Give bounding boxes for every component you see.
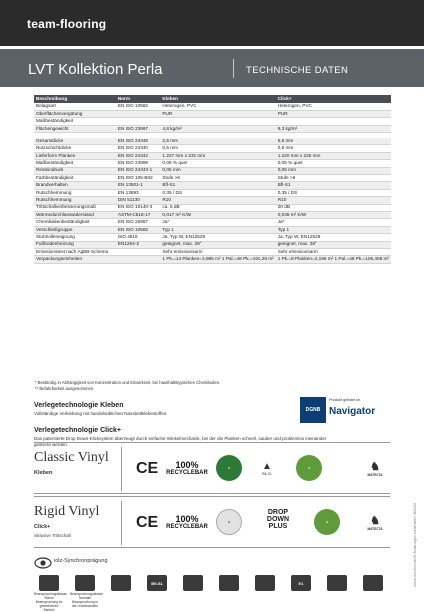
table-row xyxy=(34,197,391,204)
table-cell: ASTM-C518-17 xyxy=(116,211,161,218)
table-cell: 0,05 mm xyxy=(276,167,391,174)
feature-item xyxy=(250,575,280,591)
table-cell xyxy=(276,118,391,125)
table-row xyxy=(34,160,391,167)
table-cell xyxy=(116,110,161,117)
table-cell: EN 13893 xyxy=(116,189,161,196)
table-header-row xyxy=(34,95,391,103)
side-note-text: Irrtum und technische Änderungen vorbehalten 08/2023 xyxy=(413,503,417,587)
page-title: LVT Kollektion Perla xyxy=(28,61,163,78)
table-cell: Ja, Typ W, EN12529 xyxy=(160,234,275,241)
matecta-label: MATECTA xyxy=(367,526,383,531)
table-cell: Fußbodenheizung xyxy=(34,241,116,248)
table-row xyxy=(34,226,391,233)
col-header-beschreibung: Beschreibung xyxy=(34,95,116,103)
table-row xyxy=(34,219,391,226)
feature-item xyxy=(70,575,103,608)
title-divider xyxy=(233,59,234,78)
table-cell: 0,35 / DS xyxy=(160,189,275,196)
table-row xyxy=(34,189,391,196)
table-row xyxy=(34,204,391,211)
table-cell: Stufe >6 xyxy=(276,175,391,182)
table-cell xyxy=(116,248,161,255)
stairs-icon xyxy=(39,575,59,591)
table-row xyxy=(34,167,391,174)
matecta-label: MATECTA xyxy=(367,472,383,477)
table-cell: PUR xyxy=(160,110,275,117)
dgnb-pre-text: Produkt gelistet im xyxy=(329,398,361,402)
table-cell: Ja* xyxy=(276,219,391,226)
table-cell: 4,8 kg/m² xyxy=(160,125,275,132)
table-cell: Heterogen, PVC xyxy=(160,103,275,110)
col-header-kleben: Kleben xyxy=(160,95,275,103)
table-cell: 9,3 kg/m² xyxy=(276,125,391,132)
table-cell xyxy=(116,256,161,263)
table-cell: Sehr emissionsarm xyxy=(276,248,391,255)
table-cell: Flächengewicht xyxy=(34,125,116,132)
table-row xyxy=(34,256,391,263)
table-row xyxy=(34,241,391,248)
grid-icon xyxy=(327,575,347,591)
table-cell: Stufe >6 xyxy=(160,175,275,182)
table-body xyxy=(34,103,391,263)
col-header-click: Click+ xyxy=(276,95,391,103)
drop-down-label: DROP DOWN xyxy=(266,508,290,523)
table-cell: Sehr emissionsarm xyxy=(160,248,275,255)
table-cell: EN ISO 24343-1 xyxy=(116,167,161,174)
table-cell: ca. 5 dB xyxy=(160,204,275,211)
table-cell: EN ISO 23999 xyxy=(116,160,161,167)
table-row xyxy=(34,234,391,241)
table-cell: Typ 1 xyxy=(160,226,275,233)
eye-icon xyxy=(34,554,52,572)
table-cell: EN ISO 26987 xyxy=(116,219,161,226)
table-cell: Gesamtdicke xyxy=(34,138,116,145)
table-cell: 0,05 % quer xyxy=(160,160,275,167)
table-cell: 0,038 m² K/W xyxy=(276,211,391,218)
recycle-percent: 100% xyxy=(175,514,199,524)
quality-seal-icon: ● xyxy=(216,509,242,535)
footnote-2: ** Befahrbarkeit ausgenommen. xyxy=(35,386,95,391)
product-divider xyxy=(121,447,122,491)
table-row xyxy=(34,110,391,117)
table-cell: EN 13501-1 xyxy=(116,182,161,189)
dgnb-navigator-text: Navigator xyxy=(329,406,376,417)
table-cell: EN ISO 105-B02 xyxy=(116,175,161,182)
table-row xyxy=(34,211,391,218)
table-cell: Rutschhemmung xyxy=(34,189,116,196)
table-row xyxy=(34,138,391,145)
product-variant: Click+ xyxy=(34,524,51,530)
table-row xyxy=(34,152,391,159)
table-cell: 0,5 mm xyxy=(276,145,391,152)
page-subtitle: TECHNISCHE DATEN xyxy=(246,65,349,76)
matecta-icon: ♞ MATECTA xyxy=(367,514,383,531)
table-cell xyxy=(160,118,275,125)
product-variant: Kleben xyxy=(34,470,53,476)
feature-item xyxy=(322,575,352,591)
table-cell: 1 Pk.=14 Planken=3,985 m² 1 Pal.=48 Pk.=191,29 m² xyxy=(160,256,275,263)
fire-icon: ▲ Bfl-S1 xyxy=(262,460,272,476)
table-cell: EN ISO 10140-3 xyxy=(116,204,161,211)
table-cell: Heterogen, PVC xyxy=(276,103,391,110)
feature-text: Beanspruchungsklasse Starke Beanspruchung im gewerblichen Bereich xyxy=(34,592,67,612)
eco-seal-icon: ● xyxy=(296,455,322,481)
table-cell: Maßbeständigkeit xyxy=(34,160,116,167)
product-extra: inklusive Trittschall xyxy=(34,533,71,538)
table-cell: Belagsart xyxy=(34,103,116,110)
table-cell: PUR xyxy=(276,110,391,117)
wheel-icon xyxy=(183,575,203,591)
table-cell: Rutschhemmung xyxy=(34,197,116,204)
table-cell: R10 xyxy=(160,197,275,204)
product-row-classic xyxy=(34,442,390,494)
door-icon xyxy=(111,575,131,591)
ce-mark-icon: CE xyxy=(136,460,159,477)
table-row xyxy=(34,103,391,110)
table-cell: 0,35 / DS xyxy=(276,189,391,196)
feature-item xyxy=(106,575,136,591)
matecta-icon: ♞ MATECTA xyxy=(367,460,383,477)
feature-item xyxy=(34,575,67,612)
product-name: Classic Vinyl xyxy=(34,450,109,465)
table-cell: R10 xyxy=(276,197,391,204)
tech-kleben xyxy=(34,402,168,416)
table-cell: 1.220 mm x 225 mm xyxy=(276,152,391,159)
table-cell: 20 dB xyxy=(276,204,391,211)
tech-click-title: Verlegetechnologie Click+ xyxy=(34,427,121,434)
table-cell: 0,05 % quer xyxy=(276,160,391,167)
tech-kleben-title: Verlegetechnologie Kleben xyxy=(34,402,124,409)
feature-item xyxy=(178,575,208,591)
table-cell: Brandverhalten xyxy=(34,182,116,189)
table-cell: ISO 4918 xyxy=(116,234,161,241)
sound-icon xyxy=(255,575,275,591)
plus-label: PLUS xyxy=(268,522,288,530)
table-cell: geeignet, max. 28° xyxy=(160,241,275,248)
table-cell: EN1264-2 xyxy=(116,241,161,248)
recycle-label: RECYCLEBAR xyxy=(166,470,208,476)
table-cell: 5,5 mm xyxy=(276,138,391,145)
product-row-rigid xyxy=(34,496,390,548)
table-cell: Verschleißgruppe xyxy=(34,226,116,233)
title-band xyxy=(0,49,424,87)
table-cell: Ja, Typ W, EN12529 xyxy=(276,234,391,241)
table-row xyxy=(34,145,391,152)
table-cell: 1 Pk.=8 Planken=2,196 m² 1 Pal.=48 Pk.=105,408 m² xyxy=(276,256,391,263)
table-cell: geeignet, max. 28° xyxy=(276,241,391,248)
feature-item xyxy=(142,575,172,591)
flame-icon: Bfl-S1 xyxy=(147,575,167,591)
table-cell xyxy=(116,118,161,125)
table-cell: 0,5 mm xyxy=(160,145,275,152)
table-cell: EN ISO 24346 xyxy=(116,138,161,145)
table-row xyxy=(34,125,391,132)
table-cell: Maßbeständigkeit xyxy=(34,118,116,125)
feature-item xyxy=(358,575,388,591)
table-row xyxy=(34,175,391,182)
table-cell: 1.227 mm x 232 mm xyxy=(160,152,275,159)
footnote-1: * Beständig in Abhängigkeit von Konzentration und Einwirkzeit, bei haushaltstypischen Chemikalien. xyxy=(35,380,221,385)
table-cell: Chemikalienbeständigkeit xyxy=(34,219,116,226)
table-cell: DIN 51130 xyxy=(116,197,161,204)
recyclable-icon xyxy=(166,509,208,535)
product-divider xyxy=(121,501,122,545)
quality-seal-icon: ● xyxy=(216,455,242,481)
dgnb-navigator-logo xyxy=(300,395,390,425)
table-cell: Oberflächenvergütung xyxy=(34,110,116,117)
table-cell: Verpackungseinheiten xyxy=(34,256,116,263)
table-row xyxy=(34,182,391,189)
team-flooring-logo: team-flooring xyxy=(27,17,107,31)
tech-click-text: Das patentierte Drop Down-Klicksystem überzeugt durch einfache Winkelmechanik, bei der die Planken schnell, sauber und problemlos ineinander gesteckt werden. xyxy=(34,436,327,447)
table-cell: Emissionstest nach AgBB-Schema xyxy=(34,248,116,255)
footnotes xyxy=(35,380,220,392)
table-cell: Ja* xyxy=(160,219,275,226)
recycle-label: RECYCLEBAR xyxy=(166,524,208,530)
product-name: Rigid Vinyl xyxy=(34,504,100,519)
table-cell: Bfl-S1 xyxy=(160,182,275,189)
table-cell: EN ISO 10582 xyxy=(116,226,161,233)
table-cell: Bfl-S1 xyxy=(276,182,391,189)
recyclable-icon xyxy=(166,455,208,481)
feature-item xyxy=(286,575,316,591)
ce-mark-icon: CE xyxy=(136,514,159,531)
table-cell: Wärmedurchlasswiderstand xyxy=(34,211,116,218)
table-cell: Trittschallverbesserungsmaß xyxy=(34,204,116,211)
side-note xyxy=(410,420,416,590)
feature-item xyxy=(214,575,244,591)
fire-class: Bfl-S1 xyxy=(262,471,272,476)
table-cell: EN ISO 24342 xyxy=(116,152,161,159)
table-cell: Farbbeständigkeit xyxy=(34,175,116,182)
table-cell: EN ISO 24340 xyxy=(116,145,161,152)
recycle-icon xyxy=(363,575,383,591)
table-row xyxy=(34,248,391,255)
eco-seal-icon: ● xyxy=(314,509,340,535)
table-cell: Lieferform Planken xyxy=(34,152,116,159)
table-cell: Stuhlrolleneignung xyxy=(34,234,116,241)
brand-bar xyxy=(0,0,424,46)
ioz-label: iolz-Synchronprägung xyxy=(54,558,108,564)
table-row xyxy=(34,118,391,125)
table-cell: 0,05 mm xyxy=(160,167,275,174)
table-cell: Nutzschichtdicke xyxy=(34,145,116,152)
table-cell: EN ISO 23997 xyxy=(116,125,161,132)
table-cell: EN ISO 10582 xyxy=(116,103,161,110)
feature-text: Beanspruchungsklasse Normale Beanspruchung in der Leichtindustrie xyxy=(70,592,103,608)
recycle-percent: 100% xyxy=(175,460,199,470)
tech-kleben-text: Vollständige Verklebung mit handelsüblichen Nassbettklebestoffen. xyxy=(34,411,168,416)
table-cell: 0,017 m² K/W xyxy=(160,211,275,218)
table-cell: Typ 1 xyxy=(276,226,391,233)
tech-data-table xyxy=(34,95,391,264)
dgnb-badge: DGNB xyxy=(300,397,326,423)
emission-icon: E1 xyxy=(291,575,311,591)
factory-icon xyxy=(75,575,95,591)
col-header-norm: Norm xyxy=(116,95,161,103)
drop-down-plus-icon xyxy=(256,509,300,529)
table-cell: Resteindruck xyxy=(34,167,116,174)
slip-icon xyxy=(219,575,239,591)
table-cell: 2,5 mm xyxy=(160,138,275,145)
